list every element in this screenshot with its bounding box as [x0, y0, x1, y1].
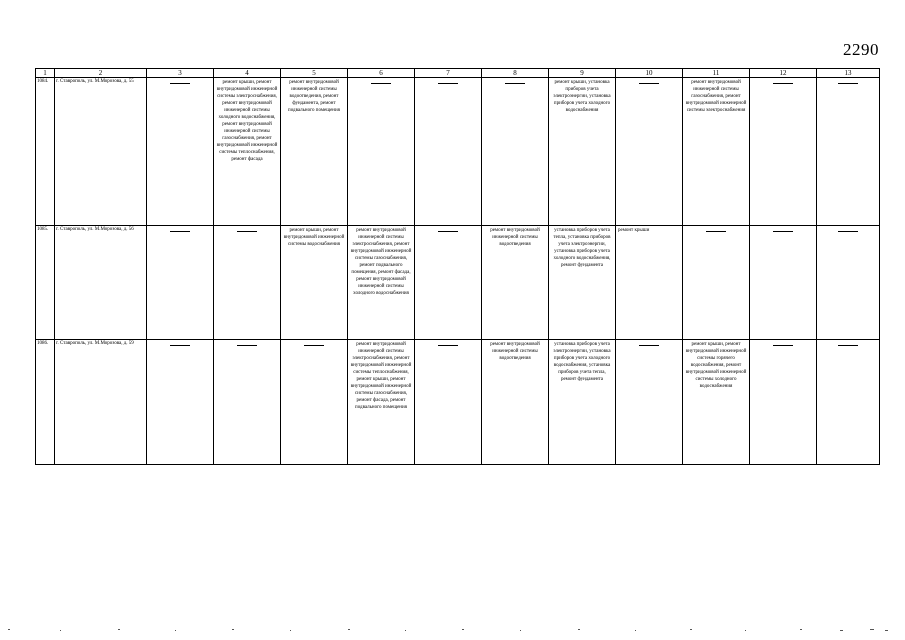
- column-header: 10: [616, 69, 683, 78]
- dash-mark: [838, 83, 858, 84]
- dash-mark: [505, 83, 525, 84]
- table-row: [36, 78, 880, 226]
- column-header: 1: [36, 69, 55, 78]
- column-header: 8: [482, 69, 549, 78]
- cell-work: [348, 226, 415, 340]
- work-list: ремонт крыши, установка приборов учета электроэнергии, установка приборов учета холодного водоснабжения: [553, 80, 611, 113]
- cell-dash: [817, 226, 880, 340]
- work-list: ремонт внутридомовой инженерной системы газоснабжения, ремонт внутридомовой инженерной системы электроснабжения: [685, 80, 747, 113]
- cell-dash: [415, 340, 482, 465]
- dash-mark: [838, 345, 858, 346]
- dash-mark: [838, 231, 858, 232]
- work-list: ремонт крыши: [618, 228, 650, 233]
- dash-mark: [706, 231, 726, 232]
- row-address: г. Ставрополь, ул. М.Морозова, д. 59: [55, 340, 147, 465]
- cell-dash: [415, 226, 482, 340]
- dash-mark: [371, 83, 391, 84]
- cell-dash: [750, 78, 817, 226]
- cell-dash: [281, 340, 348, 465]
- row-number: 1084.: [36, 78, 55, 226]
- cell-work: [482, 226, 549, 340]
- column-number-header-row: [36, 69, 880, 78]
- cell-dash: [147, 78, 214, 226]
- cell-dash: [147, 340, 214, 465]
- page-number: 2290: [843, 40, 879, 59]
- cell-dash: [214, 340, 281, 465]
- dash-mark: [773, 345, 793, 346]
- dash-mark: [237, 231, 257, 232]
- cell-dash: [348, 78, 415, 226]
- column-header: 11: [683, 69, 750, 78]
- work-list: ремонт внутридомовой инженерной системы электроснабжения, ремонт внутридомовой инженерной системы теплоснабжения, ремонт крыши, ремонт внутридомовой инженерной системы газоснабжения, ремонт фасада, ремонт подвального помещения: [350, 342, 412, 410]
- work-list: установка приборов учета электроэнергии, установка приборов учета холодного водоснабжения, установка приборов учета тепла, ремонт фундамента: [553, 342, 611, 382]
- column-header: 12: [750, 69, 817, 78]
- work-list: установка приборов учета тепла, установка приборов учета электроэнергии, установка приборов учета холодного водоснабжения, ремонт фундамента: [553, 228, 611, 268]
- dash-mark: [438, 345, 458, 346]
- scan-noise-dots: [0, 627, 905, 633]
- work-list: ремонт внутридомовой инженерной системы электроснабжения, ремонт внутридомовой инженерной системы газоснабжения, ремонт подвального помещения, ремонт фасада, ремонт внутридомовой инженерной системы холодного водоснабжения: [350, 228, 412, 296]
- work-list: ремонт крыши, ремонт внутридомовой инженерной системы горячего водоснабжения, ремонт внутридомовой инженерной системы холодного водоснабжения: [685, 342, 747, 389]
- cell-work: [482, 340, 549, 465]
- dash-mark: [170, 231, 190, 232]
- column-header: 2: [55, 69, 147, 78]
- cell-dash: [415, 78, 482, 226]
- capital-repair-table: [35, 68, 880, 465]
- dash-mark: [639, 345, 659, 346]
- cell-work: [348, 340, 415, 465]
- cell-dash: [683, 226, 750, 340]
- table-row: [36, 226, 880, 340]
- work-list: ремонт крыши, ремонт внутридомовой инженерной системы водоснабжения: [283, 228, 345, 247]
- cell-work: [549, 226, 616, 340]
- table-row: [36, 340, 880, 465]
- cell-dash: [817, 78, 880, 226]
- work-list: ремонт внутридомовой инженерной системы водоотведения: [490, 228, 540, 247]
- dash-mark: [639, 83, 659, 84]
- column-header: 5: [281, 69, 348, 78]
- column-header: 4: [214, 69, 281, 78]
- dash-mark: [773, 83, 793, 84]
- cell-work: [549, 78, 616, 226]
- row-number: 1085.: [36, 226, 55, 340]
- cell-dash: [817, 340, 880, 465]
- column-header: 6: [348, 69, 415, 78]
- work-list: ремонт внутридомовой инженерной системы водоотведения, ремонт фундамента, ремонт подвального помещения: [288, 80, 340, 113]
- row-address: г. Ставрополь, ул. М.Морозова, д. 55: [55, 78, 147, 226]
- column-header: 13: [817, 69, 880, 78]
- dash-mark: [304, 345, 324, 346]
- cell-work: [281, 78, 348, 226]
- cell-dash: [147, 226, 214, 340]
- column-header: 9: [549, 69, 616, 78]
- cell-dash: [616, 78, 683, 226]
- cell-dash: [616, 340, 683, 465]
- cell-work: [281, 226, 348, 340]
- column-header: 3: [147, 69, 214, 78]
- dash-mark: [438, 83, 458, 84]
- dash-mark: [170, 345, 190, 346]
- cell-work: [214, 78, 281, 226]
- cell-work: [683, 78, 750, 226]
- dash-mark: [773, 231, 793, 232]
- dash-mark: [438, 231, 458, 232]
- dash-mark: [237, 345, 257, 346]
- cell-work: [683, 340, 750, 465]
- cell-dash: [750, 226, 817, 340]
- cell-dash: [482, 78, 549, 226]
- column-header: 7: [415, 69, 482, 78]
- work-list: ремонт внутридомовой инженерной системы водоотведения: [490, 342, 540, 361]
- row-address: г. Ставрополь, ул. М.Морозова, д. 56: [55, 226, 147, 340]
- cell-dash: [750, 340, 817, 465]
- dash-mark: [170, 83, 190, 84]
- cell-work: [549, 340, 616, 465]
- cell-work: [616, 226, 683, 340]
- cell-dash: [214, 226, 281, 340]
- work-list: ремонт крыши, ремонт внутридомовой инженерной системы электроснабжения, ремонт внутридомовой инженерной системы холодного водоснабжения, ремонт внутридомовой инженерной системы газоснабжения, ремонт внутридомовой инженерной системы теплоснабжения, ремонт фасада: [216, 80, 278, 162]
- row-number: 1086.: [36, 340, 55, 465]
